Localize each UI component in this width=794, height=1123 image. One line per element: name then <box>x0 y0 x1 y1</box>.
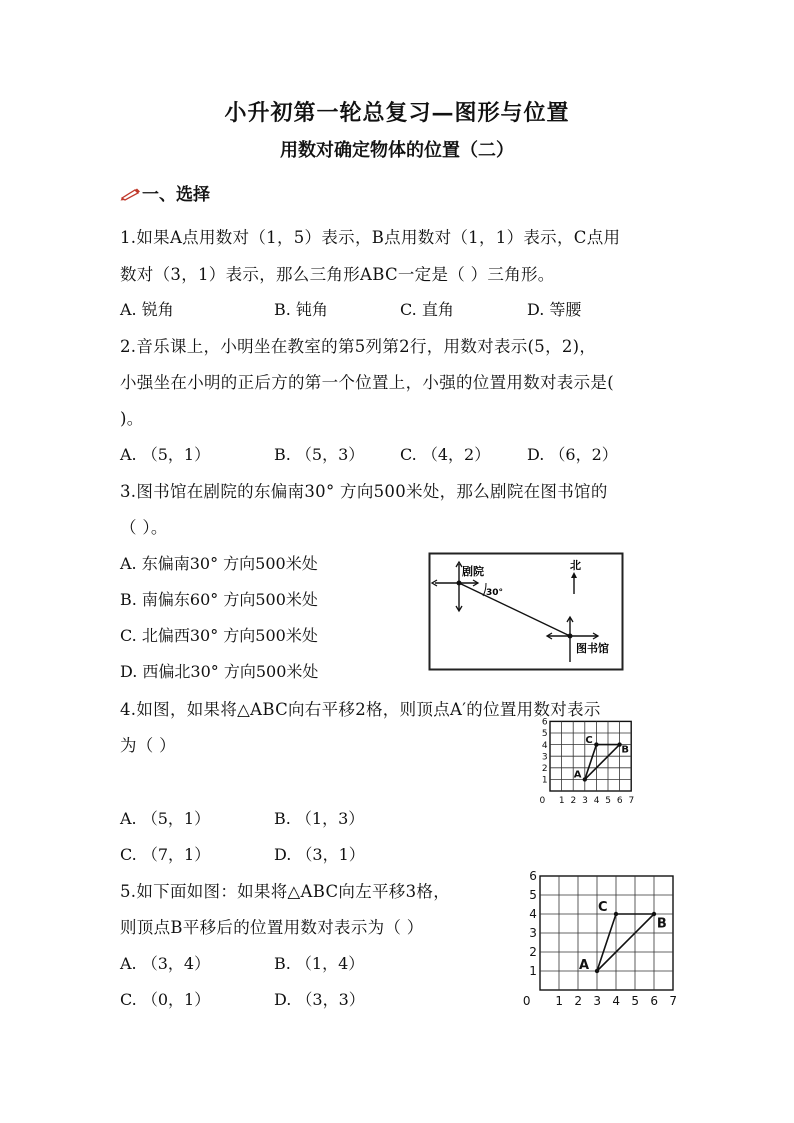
q3-option-a: A. 东偏南30° 方向500米处 <box>120 554 318 573</box>
y-tick-label: 2 <box>541 763 548 774</box>
q4-line2: 为（ ） <box>120 736 176 755</box>
y-tick-label: 5 <box>541 729 548 740</box>
x-tick-label: 1 <box>555 994 564 1008</box>
q3-direction-figure <box>428 552 624 671</box>
y-tick-label: 5 <box>529 888 537 903</box>
y-tick-label: 6 <box>541 717 548 728</box>
label-c: C <box>597 900 608 916</box>
x-tick-label: 1 <box>558 796 565 806</box>
q4-option-d: D. （3，1） <box>274 845 365 864</box>
label-b: B <box>621 744 629 756</box>
page-subtitle: 用数对确定物体的位置（二） <box>280 140 514 161</box>
y-tick-label: 3 <box>529 926 537 941</box>
q1-option-d: D. 等腰 <box>527 300 582 319</box>
q4-line1: 4.如图，如果将△ABC向右平移2格，则顶点A′的位置用数对表示 <box>120 700 601 719</box>
y-tick-label: 4 <box>541 740 548 751</box>
label-b: B <box>656 916 667 932</box>
north-label: 北 <box>570 559 581 572</box>
q3-line1: 3.图书馆在剧院的东偏南30° 方向500米处，那么剧院在图书馆的 <box>120 482 608 501</box>
x-tick-label: 5 <box>631 994 640 1008</box>
x-tick-label: 5 <box>605 796 612 806</box>
library-point <box>568 634 573 639</box>
vertex-a <box>583 777 587 781</box>
q5-line1: 5.如下面如图：如果将△ABC向左平移3格， <box>120 882 451 901</box>
y-tick-label: 1 <box>529 964 537 979</box>
q3-option-c: C. 北偏西30° 方向500米处 <box>120 626 318 645</box>
x-tick-label: 4 <box>593 796 600 806</box>
q4-option-a: A. （5，1） <box>120 809 211 828</box>
section-label: 一、选择 <box>142 185 210 205</box>
q2-option-a: A. （5，1） <box>120 445 211 464</box>
q5-option-a: A. （3，4） <box>120 954 211 973</box>
vertex-a <box>595 969 599 973</box>
q1-line2: 数对（3，1）表示，那么三角形ABC一定是（ ）三角形。 <box>120 265 555 284</box>
vertex-c <box>594 742 598 746</box>
y-tick-label: 6 <box>529 869 537 884</box>
q5-line2: 则顶点B平移后的位置用数对表示为（ ） <box>120 918 424 937</box>
y-tick-label: 4 <box>529 907 537 922</box>
q4-option-c: C. （7，1） <box>120 845 211 864</box>
q2-option-c: C. （4，2） <box>400 445 491 464</box>
q5-option-d: D. （3，3） <box>274 990 365 1009</box>
x-tick-label: 3 <box>582 796 588 806</box>
q1-option-b: B. 钝角 <box>274 300 328 319</box>
x-tick-label: 7 <box>669 994 678 1008</box>
q5-option-c: C. （0，1） <box>120 990 211 1009</box>
q3-option-d: D. 西偏北30° 方向500米处 <box>120 662 319 681</box>
q1-option-c: C. 直角 <box>400 300 454 319</box>
q2-option-b: B. （5，3） <box>274 445 365 464</box>
x-tick-label: 0 <box>539 796 546 806</box>
x-tick-label: 2 <box>574 994 583 1008</box>
y-tick-label: 2 <box>529 945 537 960</box>
q1-option-a: A. 锐角 <box>120 300 174 319</box>
y-tick-label: 3 <box>541 752 548 763</box>
theater-label: 剧院 <box>462 565 484 578</box>
q1-line1: 1.如果A点用数对（1，5）表示，B点用数对（1，1）表示，C点用 <box>120 228 621 247</box>
q3-line2: （ ）。 <box>120 518 168 537</box>
label-a: A <box>573 769 582 781</box>
x-tick-label: 7 <box>628 796 635 806</box>
q4-option-b: B. （1，3） <box>274 809 365 828</box>
angle-label: 30° <box>486 588 504 598</box>
library-label: 图书馆 <box>576 642 609 655</box>
label-c: C <box>585 734 593 746</box>
q2-line2: 小强坐在小明的正后方的第一个位置上，小强的位置用数对表示是( <box>120 373 614 392</box>
q2-line1: 2.音乐课上，小明坐在教室的第5列第2行，用数对表示(5，2)， <box>120 337 597 356</box>
q3-option-b: B. 南偏东60° 方向500米处 <box>120 590 318 609</box>
y-tick-label: 1 <box>541 775 548 786</box>
x-tick-label: 2 <box>570 796 577 806</box>
label-a: A <box>578 958 590 973</box>
q4-grid-figure <box>536 718 666 820</box>
q5-option-b: B. （1，4） <box>274 954 365 973</box>
x-tick-label: 4 <box>612 994 621 1008</box>
x-tick-label: 0 <box>522 994 531 1008</box>
vertex-b <box>652 912 656 916</box>
x-tick-label: 6 <box>616 796 623 806</box>
vertex-c <box>614 912 618 916</box>
page-title: 小升初第一轮总复习—图形与位置 <box>224 100 570 126</box>
x-tick-label: 3 <box>593 994 602 1008</box>
q5-grid-figure <box>522 869 688 1014</box>
pencil-icon <box>120 187 142 201</box>
q2-line3: )。 <box>120 409 144 428</box>
x-tick-label: 6 <box>650 994 659 1008</box>
q2-option-d: D. （6，2） <box>527 445 618 464</box>
section-heading <box>120 180 210 205</box>
